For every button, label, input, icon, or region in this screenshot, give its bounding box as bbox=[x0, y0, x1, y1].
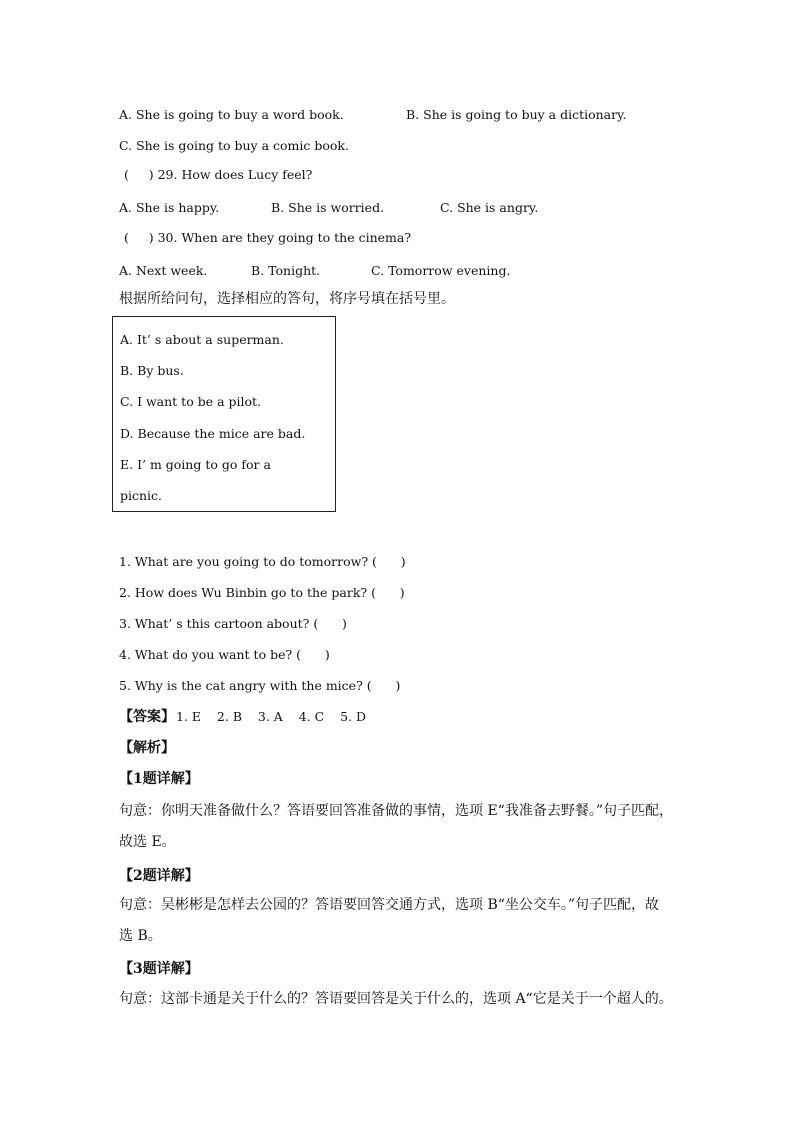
detail-2-line-2: 选 B。 bbox=[119, 928, 162, 944]
box-option-c: C. I want to be a pilot. bbox=[120, 394, 262, 409]
q30-option-a: A. Next week. bbox=[119, 263, 208, 278]
detail-2-heading: 【2题详解】 bbox=[119, 868, 199, 884]
q30-question: ( ) 30. When are they going to the cinema? bbox=[124, 230, 412, 245]
detail-1-line-2: 故选 E。 bbox=[119, 834, 176, 850]
analysis-label: 【解析】 bbox=[119, 740, 175, 756]
box-option-d: D. Because the mice are bad. bbox=[120, 426, 306, 441]
answer-label: 【答案】 bbox=[119, 709, 175, 725]
q29-option-b: B. She is worried. bbox=[271, 200, 385, 215]
detail-3-line-1: 句意：这部卡通是关于什么的？答语要回答是关于什么的，选项 A“它是关于一个超人的。 bbox=[119, 991, 673, 1007]
q30-option-b: B. Tonight. bbox=[251, 263, 321, 278]
question-3: 3. What’ s this cartoon about? ( ) bbox=[119, 616, 347, 631]
answer-values: 1. E 2. B 3. A 4. C 5. D bbox=[176, 709, 366, 724]
box-option-a: A. It’ s about a superman. bbox=[120, 332, 284, 347]
question-5: 5. Why is the cat angry with the mice? ( ) bbox=[119, 678, 401, 693]
box-option-b: B. By bus. bbox=[120, 363, 184, 378]
q29-option-c: C. She is angry. bbox=[440, 200, 539, 215]
answer-options-box bbox=[112, 316, 336, 512]
question-4: 4. What do you want to be? ( ) bbox=[119, 647, 330, 662]
detail-1-heading: 【1题详解】 bbox=[119, 771, 199, 787]
q28-option-a: A. She is going to buy a word book. bbox=[119, 107, 344, 122]
question-1: 1. What are you going to do tomorrow? ( ) bbox=[119, 554, 406, 569]
box-option-e: E. I’ m going to go for a bbox=[120, 457, 271, 472]
question-2: 2. How does Wu Binbin go to the park? ( ) bbox=[119, 585, 405, 600]
detail-3-heading: 【3题详解】 bbox=[119, 961, 199, 977]
q29-question: ( ) 29. How does Lucy feel? bbox=[124, 167, 313, 182]
q28-option-c: C. She is going to buy a comic book. bbox=[119, 138, 349, 153]
box-option-e-continued: picnic. bbox=[120, 488, 163, 503]
q28-option-b: B. She is going to buy a dictionary. bbox=[406, 107, 627, 122]
section-instruction: 根据所给问句，选择相应的答句，将序号填在括号里。 bbox=[119, 291, 455, 307]
q30-option-c: C. Tomorrow evening. bbox=[371, 263, 511, 278]
detail-2-line-1: 句意：吴彬彬是怎样去公园的？答语要回答交通方式，选项 B“坐公交车。”句子匹配，故 bbox=[119, 897, 660, 913]
detail-1-line-1: 句意：你明天准备做什么？答语要回答准备做的事情，选项 E“我准备去野餐。”句子匹配， bbox=[119, 803, 673, 819]
q29-option-a: A. She is happy. bbox=[119, 200, 220, 215]
